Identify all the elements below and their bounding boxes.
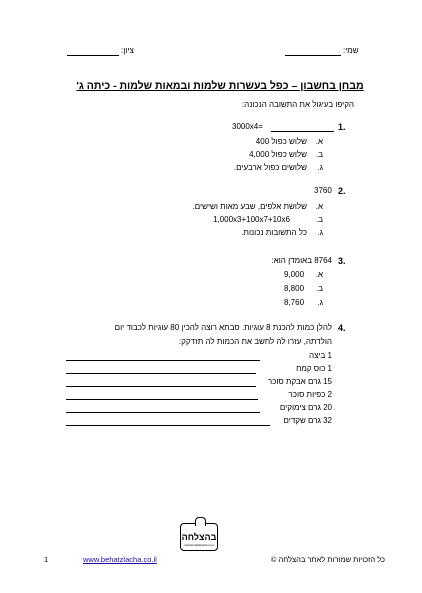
- q4-item-raisins: 20 גרם צימוקים: [279, 403, 332, 412]
- q4-line2: הולדתה, עזרו לה לחשב את הכמות לה תזדקק:: [178, 337, 332, 346]
- q4-item-flour: 1 כוס קמח: [296, 364, 332, 373]
- q2-option-b-letter: ב.: [315, 215, 323, 224]
- q4-item-powdered-sugar: 15 גרם אבקת סוכר: [267, 377, 332, 386]
- q4-item-sugar: 2 כפיות סוכר: [288, 390, 332, 399]
- q2-option-a-letter: א.: [315, 202, 323, 211]
- q3-option-c[interactable]: 8,760: [284, 298, 305, 307]
- logo-text: בהצלחה: [181, 532, 217, 542]
- q3-option-a-letter: א.: [315, 270, 323, 279]
- name-field[interactable]: [285, 55, 341, 56]
- q4-answer-line-1[interactable]: [66, 360, 260, 361]
- q1-number: 1.: [338, 122, 346, 132]
- q2-option-a[interactable]: שלושת אלפים, שבע מאות ושישים.: [192, 202, 307, 211]
- q2-option-b[interactable]: 1,000x3+100x7+10x6: [213, 215, 290, 224]
- q4-answer-line-2[interactable]: [66, 373, 256, 374]
- name-label: שמי:: [343, 46, 359, 55]
- behatzlacha-logo: [180, 523, 218, 551]
- q2-option-c[interactable]: כל התשובות נכונות.: [241, 228, 307, 237]
- footer-copyright: כל הזכויות שמורות לאתר בהצלחה ©: [270, 555, 385, 564]
- q1-option-c[interactable]: שלושים כפול ארבעים.: [233, 163, 307, 172]
- q1-option-a-letter: א.: [315, 137, 323, 146]
- q1-option-b[interactable]: שלוש כפול 4,000: [249, 150, 307, 159]
- instruction: הקיפו בעיגול את התשובה הנכונה:: [241, 100, 354, 109]
- grade-field[interactable]: [67, 55, 119, 56]
- page-title: מבחן בחשבון – כפל בעשרות שלמות ובמאות שלמות - כיתה ג': [76, 80, 364, 92]
- q1-option-c-letter: ג.: [317, 163, 323, 172]
- q4-item-almonds: 32 גרם שקדים: [283, 416, 332, 425]
- q1-prompt: 3000x4=: [232, 122, 263, 131]
- q3-number: 3.: [338, 256, 346, 266]
- q3-option-a[interactable]: 9,000: [284, 270, 305, 279]
- q1-answer-line[interactable]: [271, 131, 334, 132]
- q4-number: 4.: [338, 323, 346, 333]
- q2-number: 2.: [338, 186, 346, 196]
- q2-option-c-letter: ג.: [317, 228, 323, 237]
- q1-option-b-letter: ב.: [315, 150, 323, 159]
- q4-answer-line-4[interactable]: [66, 399, 258, 400]
- q4-answer-line-3[interactable]: [66, 386, 256, 387]
- q4-answer-line-6[interactable]: [66, 425, 270, 426]
- q4-answer-line-5[interactable]: [66, 412, 260, 413]
- grade-label: ציון:: [121, 46, 134, 55]
- q3-option-c-letter: ג.: [317, 298, 323, 307]
- logo-subtext: www.behatzlacha.co.il: [184, 543, 214, 547]
- q2-prompt: 3760: [314, 186, 332, 195]
- footer-link[interactable]: www.behatzlacha.co.il: [83, 555, 157, 564]
- logo-shape-icon: [195, 517, 206, 526]
- q1-option-a[interactable]: שלוש כפול 400: [255, 137, 307, 146]
- q4-item-egg: 1 ביצה: [309, 351, 332, 360]
- q4-line1: להלן כמות להכנת 8 עוגיות. סבתא רוצה להכין 80 עוגיות לכבוד יום: [114, 323, 332, 332]
- q3-option-b-letter: ב.: [315, 284, 323, 293]
- q3-option-b[interactable]: 8,800: [284, 284, 305, 293]
- q3-prompt: 8764 באומדן הוא:: [271, 256, 332, 265]
- page-number: 1: [44, 555, 49, 564]
